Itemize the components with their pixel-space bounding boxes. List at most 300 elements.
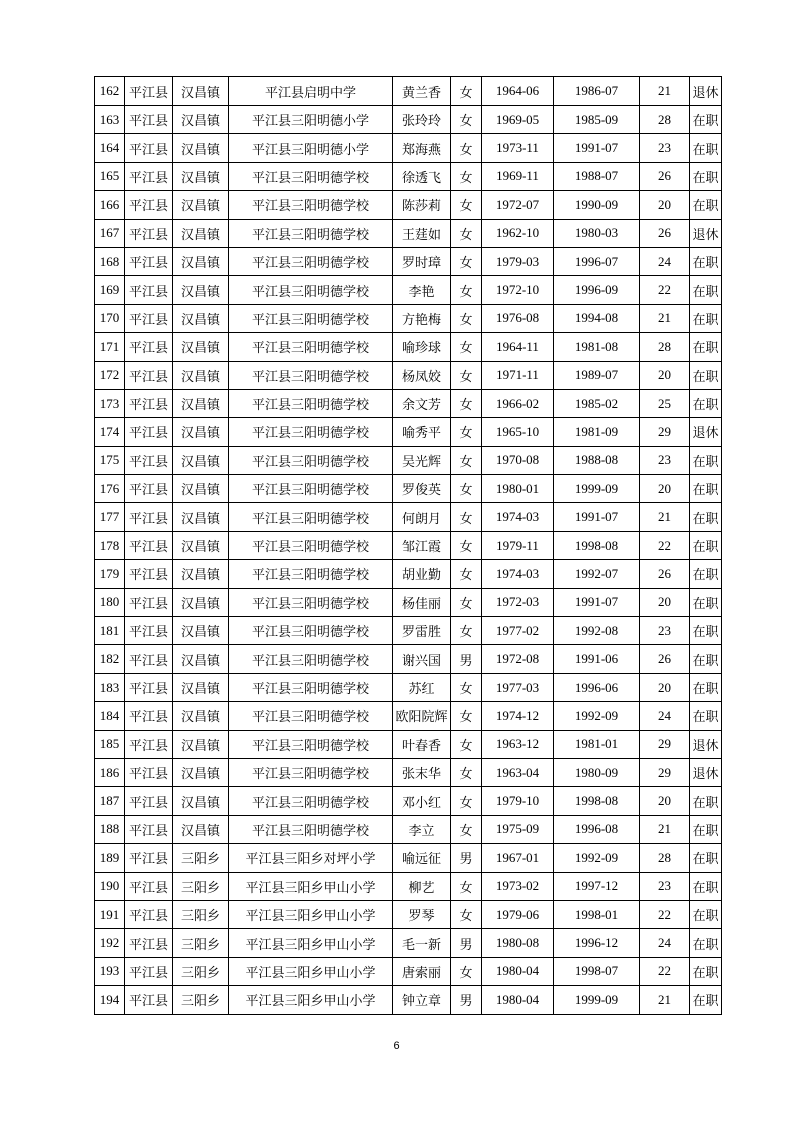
gender-cell: 女	[451, 957, 482, 985]
row-number: 169	[95, 276, 125, 304]
town-cell: 汉昌镇	[173, 191, 229, 219]
school-cell: 平江县三阳乡甲山小学	[229, 900, 393, 928]
row-number: 186	[95, 758, 125, 786]
row-number: 192	[95, 929, 125, 957]
town-cell: 汉昌镇	[173, 162, 229, 190]
county-cell: 平江县	[125, 134, 173, 162]
birth-date-cell: 1972-07	[482, 191, 554, 219]
table-row	[95, 333, 722, 361]
roster-table	[94, 76, 722, 1015]
name-cell: 喻秀平	[393, 418, 451, 446]
status-cell: 在职	[690, 957, 722, 985]
county-cell: 平江县	[125, 276, 173, 304]
town-cell: 汉昌镇	[173, 645, 229, 673]
row-number: 163	[95, 106, 125, 134]
county-cell: 平江县	[125, 531, 173, 559]
years-cell: 29	[640, 730, 690, 758]
school-cell: 平江县三阳明德学校	[229, 645, 393, 673]
table-row	[95, 503, 722, 531]
table-row	[95, 815, 722, 843]
table-row	[95, 872, 722, 900]
county-cell: 平江县	[125, 730, 173, 758]
name-cell: 陈莎莉	[393, 191, 451, 219]
years-cell: 22	[640, 531, 690, 559]
name-cell: 杨凤姣	[393, 361, 451, 389]
birth-date-cell: 1976-08	[482, 304, 554, 332]
town-cell: 汉昌镇	[173, 106, 229, 134]
birth-date-cell: 1977-03	[482, 673, 554, 701]
table-row	[95, 844, 722, 872]
name-cell: 张玲玲	[393, 106, 451, 134]
town-cell: 三阳乡	[173, 844, 229, 872]
years-cell: 26	[640, 560, 690, 588]
years-cell: 20	[640, 191, 690, 219]
county-cell: 平江县	[125, 162, 173, 190]
name-cell: 黄兰香	[393, 77, 451, 106]
school-cell: 平江县三阳明德学校	[229, 333, 393, 361]
school-cell: 平江县三阳乡甲山小学	[229, 872, 393, 900]
table-row	[95, 219, 722, 247]
row-number: 172	[95, 361, 125, 389]
table-row	[95, 475, 722, 503]
gender-cell: 女	[451, 531, 482, 559]
birth-date-cell: 1979-03	[482, 247, 554, 275]
start-date-cell: 1989-07	[554, 361, 640, 389]
start-date-cell: 1988-08	[554, 446, 640, 474]
row-number: 174	[95, 418, 125, 446]
start-date-cell: 1992-08	[554, 617, 640, 645]
start-date-cell: 1996-09	[554, 276, 640, 304]
name-cell: 罗时璋	[393, 247, 451, 275]
name-cell: 罗琴	[393, 900, 451, 928]
table-row	[95, 900, 722, 928]
status-cell: 在职	[690, 503, 722, 531]
school-cell: 平江县三阳明德学校	[229, 191, 393, 219]
status-cell: 在职	[690, 900, 722, 928]
birth-date-cell: 1974-03	[482, 560, 554, 588]
town-cell: 汉昌镇	[173, 758, 229, 786]
school-cell: 平江县三阳明德学校	[229, 389, 393, 417]
county-cell: 平江县	[125, 219, 173, 247]
years-cell: 24	[640, 247, 690, 275]
row-number: 165	[95, 162, 125, 190]
birth-date-cell: 1962-10	[482, 219, 554, 247]
school-cell: 平江县三阳明德小学	[229, 134, 393, 162]
table-row	[95, 645, 722, 673]
status-cell: 在职	[690, 560, 722, 588]
town-cell: 三阳乡	[173, 986, 229, 1014]
county-cell: 平江县	[125, 389, 173, 417]
name-cell: 邓小红	[393, 787, 451, 815]
start-date-cell: 1994-08	[554, 304, 640, 332]
table-row	[95, 247, 722, 275]
start-date-cell: 1980-09	[554, 758, 640, 786]
county-cell: 平江县	[125, 77, 173, 106]
gender-cell: 男	[451, 844, 482, 872]
gender-cell: 女	[451, 730, 482, 758]
birth-date-cell: 1963-12	[482, 730, 554, 758]
start-date-cell: 1996-12	[554, 929, 640, 957]
gender-cell: 女	[451, 304, 482, 332]
county-cell: 平江县	[125, 106, 173, 134]
name-cell: 郑海燕	[393, 134, 451, 162]
status-cell: 退休	[690, 418, 722, 446]
gender-cell: 女	[451, 191, 482, 219]
school-cell: 平江县三阳明德学校	[229, 276, 393, 304]
birth-date-cell: 1979-10	[482, 787, 554, 815]
county-cell: 平江县	[125, 503, 173, 531]
row-number: 189	[95, 844, 125, 872]
table-row	[95, 276, 722, 304]
gender-cell: 男	[451, 929, 482, 957]
table-row	[95, 162, 722, 190]
row-number: 167	[95, 219, 125, 247]
county-cell: 平江县	[125, 617, 173, 645]
years-cell: 23	[640, 617, 690, 645]
start-date-cell: 1998-08	[554, 787, 640, 815]
name-cell: 欧阳院辉	[393, 702, 451, 730]
birth-date-cell: 1967-01	[482, 844, 554, 872]
status-cell: 在职	[690, 815, 722, 843]
row-number: 180	[95, 588, 125, 616]
start-date-cell: 1991-07	[554, 588, 640, 616]
town-cell: 汉昌镇	[173, 475, 229, 503]
start-date-cell: 1999-09	[554, 475, 640, 503]
status-cell: 在职	[690, 191, 722, 219]
birth-date-cell: 1973-02	[482, 872, 554, 900]
row-number: 179	[95, 560, 125, 588]
county-cell: 平江县	[125, 900, 173, 928]
birth-date-cell: 1979-11	[482, 531, 554, 559]
birth-date-cell: 1973-11	[482, 134, 554, 162]
row-number: 178	[95, 531, 125, 559]
start-date-cell: 1991-06	[554, 645, 640, 673]
gender-cell: 男	[451, 986, 482, 1014]
start-date-cell: 1985-09	[554, 106, 640, 134]
years-cell: 23	[640, 446, 690, 474]
start-date-cell: 1999-09	[554, 986, 640, 1014]
status-cell: 在职	[690, 702, 722, 730]
county-cell: 平江县	[125, 333, 173, 361]
status-cell: 在职	[690, 247, 722, 275]
table-row	[95, 361, 722, 389]
years-cell: 29	[640, 758, 690, 786]
gender-cell: 女	[451, 247, 482, 275]
start-date-cell: 1997-12	[554, 872, 640, 900]
town-cell: 汉昌镇	[173, 418, 229, 446]
status-cell: 在职	[690, 276, 722, 304]
county-cell: 平江县	[125, 645, 173, 673]
row-number: 187	[95, 787, 125, 815]
row-number: 177	[95, 503, 125, 531]
years-cell: 28	[640, 106, 690, 134]
gender-cell: 女	[451, 815, 482, 843]
row-number: 171	[95, 333, 125, 361]
gender-cell: 女	[451, 134, 482, 162]
county-cell: 平江县	[125, 815, 173, 843]
county-cell: 平江县	[125, 844, 173, 872]
gender-cell: 女	[451, 588, 482, 616]
row-number: 173	[95, 389, 125, 417]
status-cell: 退休	[690, 219, 722, 247]
status-cell: 退休	[690, 77, 722, 106]
school-cell: 平江县三阳明德学校	[229, 304, 393, 332]
school-cell: 平江县三阳乡甲山小学	[229, 957, 393, 985]
name-cell: 罗俊英	[393, 475, 451, 503]
gender-cell: 女	[451, 333, 482, 361]
row-number: 181	[95, 617, 125, 645]
start-date-cell: 1990-09	[554, 191, 640, 219]
name-cell: 徐透飞	[393, 162, 451, 190]
town-cell: 汉昌镇	[173, 815, 229, 843]
start-date-cell: 1998-08	[554, 531, 640, 559]
table-row	[95, 106, 722, 134]
gender-cell: 女	[451, 389, 482, 417]
start-date-cell: 1991-07	[554, 503, 640, 531]
table-row	[95, 929, 722, 957]
roster-body	[95, 77, 722, 1015]
county-cell: 平江县	[125, 560, 173, 588]
birth-date-cell: 1974-12	[482, 702, 554, 730]
town-cell: 三阳乡	[173, 929, 229, 957]
table-row	[95, 787, 722, 815]
years-cell: 20	[640, 787, 690, 815]
name-cell: 王莛如	[393, 219, 451, 247]
birth-date-cell: 1969-11	[482, 162, 554, 190]
years-cell: 25	[640, 389, 690, 417]
county-cell: 平江县	[125, 758, 173, 786]
school-cell: 平江县启明中学	[229, 77, 393, 106]
table-row	[95, 446, 722, 474]
name-cell: 苏红	[393, 673, 451, 701]
county-cell: 平江县	[125, 872, 173, 900]
school-cell: 平江县三阳明德学校	[229, 475, 393, 503]
start-date-cell: 1996-07	[554, 247, 640, 275]
town-cell: 汉昌镇	[173, 361, 229, 389]
county-cell: 平江县	[125, 986, 173, 1014]
county-cell: 平江县	[125, 304, 173, 332]
birth-date-cell: 1972-03	[482, 588, 554, 616]
town-cell: 三阳乡	[173, 872, 229, 900]
school-cell: 平江县三阳明德学校	[229, 162, 393, 190]
status-cell: 在职	[690, 475, 722, 503]
school-cell: 平江县三阳明德小学	[229, 106, 393, 134]
gender-cell: 女	[451, 560, 482, 588]
town-cell: 三阳乡	[173, 957, 229, 985]
row-number: 183	[95, 673, 125, 701]
years-cell: 26	[640, 219, 690, 247]
school-cell: 平江县三阳乡对坪小学	[229, 844, 393, 872]
birth-date-cell: 1970-08	[482, 446, 554, 474]
table-row	[95, 304, 722, 332]
birth-date-cell: 1966-02	[482, 389, 554, 417]
school-cell: 平江县三阳明德学校	[229, 361, 393, 389]
row-number: 184	[95, 702, 125, 730]
birth-date-cell: 1974-03	[482, 503, 554, 531]
gender-cell: 女	[451, 900, 482, 928]
table-row	[95, 758, 722, 786]
gender-cell: 女	[451, 162, 482, 190]
name-cell: 叶春香	[393, 730, 451, 758]
start-date-cell: 1981-09	[554, 418, 640, 446]
town-cell: 汉昌镇	[173, 219, 229, 247]
county-cell: 平江县	[125, 191, 173, 219]
gender-cell: 女	[451, 418, 482, 446]
birth-date-cell: 1963-04	[482, 758, 554, 786]
years-cell: 21	[640, 503, 690, 531]
start-date-cell: 1981-08	[554, 333, 640, 361]
status-cell: 在职	[690, 673, 722, 701]
name-cell: 谢兴国	[393, 645, 451, 673]
town-cell: 汉昌镇	[173, 134, 229, 162]
gender-cell: 女	[451, 503, 482, 531]
birth-date-cell: 1971-11	[482, 361, 554, 389]
birth-date-cell: 1979-06	[482, 900, 554, 928]
table-row	[95, 986, 722, 1014]
town-cell: 汉昌镇	[173, 304, 229, 332]
name-cell: 胡业勤	[393, 560, 451, 588]
name-cell: 李艳	[393, 276, 451, 304]
birth-date-cell: 1975-09	[482, 815, 554, 843]
name-cell: 李立	[393, 815, 451, 843]
gender-cell: 女	[451, 446, 482, 474]
school-cell: 平江县三阳明德学校	[229, 446, 393, 474]
row-number: 170	[95, 304, 125, 332]
name-cell: 吴光辉	[393, 446, 451, 474]
town-cell: 汉昌镇	[173, 446, 229, 474]
table-row	[95, 418, 722, 446]
start-date-cell: 1992-09	[554, 702, 640, 730]
gender-cell: 女	[451, 361, 482, 389]
table-row	[95, 957, 722, 985]
gender-cell: 女	[451, 872, 482, 900]
gender-cell: 女	[451, 787, 482, 815]
status-cell: 在职	[690, 106, 722, 134]
name-cell: 罗雷胜	[393, 617, 451, 645]
start-date-cell: 1996-06	[554, 673, 640, 701]
years-cell: 24	[640, 929, 690, 957]
name-cell: 方艳梅	[393, 304, 451, 332]
years-cell: 29	[640, 418, 690, 446]
town-cell: 汉昌镇	[173, 333, 229, 361]
row-number: 188	[95, 815, 125, 843]
school-cell: 平江县三阳明德学校	[229, 815, 393, 843]
birth-date-cell: 1972-08	[482, 645, 554, 673]
status-cell: 在职	[690, 531, 722, 559]
name-cell: 杨佳丽	[393, 588, 451, 616]
town-cell: 汉昌镇	[173, 588, 229, 616]
status-cell: 退休	[690, 758, 722, 786]
name-cell: 毛一新	[393, 929, 451, 957]
name-cell: 唐索丽	[393, 957, 451, 985]
gender-cell: 女	[451, 106, 482, 134]
table-row	[95, 77, 722, 106]
status-cell: 在职	[690, 844, 722, 872]
table-row	[95, 191, 722, 219]
gender-cell: 女	[451, 219, 482, 247]
row-number: 176	[95, 475, 125, 503]
school-cell: 平江县三阳明德学校	[229, 247, 393, 275]
status-cell: 在职	[690, 986, 722, 1014]
county-cell: 平江县	[125, 418, 173, 446]
town-cell: 汉昌镇	[173, 276, 229, 304]
status-cell: 在职	[690, 446, 722, 474]
years-cell: 21	[640, 986, 690, 1014]
table-row	[95, 673, 722, 701]
name-cell: 喻珍球	[393, 333, 451, 361]
years-cell: 26	[640, 645, 690, 673]
town-cell: 汉昌镇	[173, 389, 229, 417]
status-cell: 在职	[690, 645, 722, 673]
county-cell: 平江县	[125, 588, 173, 616]
birth-date-cell: 1972-10	[482, 276, 554, 304]
town-cell: 三阳乡	[173, 900, 229, 928]
birth-date-cell: 1980-04	[482, 986, 554, 1014]
status-cell: 在职	[690, 134, 722, 162]
name-cell: 张末华	[393, 758, 451, 786]
status-cell: 在职	[690, 588, 722, 616]
town-cell: 汉昌镇	[173, 531, 229, 559]
town-cell: 汉昌镇	[173, 730, 229, 758]
row-number: 164	[95, 134, 125, 162]
county-cell: 平江县	[125, 929, 173, 957]
table-row	[95, 389, 722, 417]
start-date-cell: 1992-09	[554, 844, 640, 872]
gender-cell: 女	[451, 276, 482, 304]
years-cell: 20	[640, 588, 690, 616]
start-date-cell: 1991-07	[554, 134, 640, 162]
birth-date-cell: 1964-11	[482, 333, 554, 361]
start-date-cell: 1981-01	[554, 730, 640, 758]
name-cell: 何朗月	[393, 503, 451, 531]
status-cell: 在职	[690, 617, 722, 645]
status-cell: 在职	[690, 787, 722, 815]
name-cell: 余文芳	[393, 389, 451, 417]
status-cell: 在职	[690, 304, 722, 332]
years-cell: 20	[640, 475, 690, 503]
town-cell: 汉昌镇	[173, 787, 229, 815]
town-cell: 汉昌镇	[173, 77, 229, 106]
county-cell: 平江县	[125, 787, 173, 815]
row-number: 182	[95, 645, 125, 673]
county-cell: 平江县	[125, 957, 173, 985]
start-date-cell: 1986-07	[554, 77, 640, 106]
birth-date-cell: 1969-05	[482, 106, 554, 134]
start-date-cell: 1996-08	[554, 815, 640, 843]
name-cell: 钟立章	[393, 986, 451, 1014]
school-cell: 平江县三阳明德学校	[229, 787, 393, 815]
years-cell: 21	[640, 815, 690, 843]
years-cell: 26	[640, 162, 690, 190]
birth-date-cell: 1980-04	[482, 957, 554, 985]
gender-cell: 女	[451, 617, 482, 645]
status-cell: 在职	[690, 872, 722, 900]
name-cell: 喻远征	[393, 844, 451, 872]
years-cell: 20	[640, 673, 690, 701]
years-cell: 20	[640, 361, 690, 389]
gender-cell: 女	[451, 77, 482, 106]
table-row	[95, 617, 722, 645]
table-row	[95, 702, 722, 730]
county-cell: 平江县	[125, 673, 173, 701]
school-cell: 平江县三阳明德学校	[229, 730, 393, 758]
row-number: 194	[95, 986, 125, 1014]
years-cell: 21	[640, 304, 690, 332]
start-date-cell: 1998-07	[554, 957, 640, 985]
row-number: 162	[95, 77, 125, 106]
school-cell: 平江县三阳明德学校	[229, 588, 393, 616]
birth-date-cell: 1980-01	[482, 475, 554, 503]
